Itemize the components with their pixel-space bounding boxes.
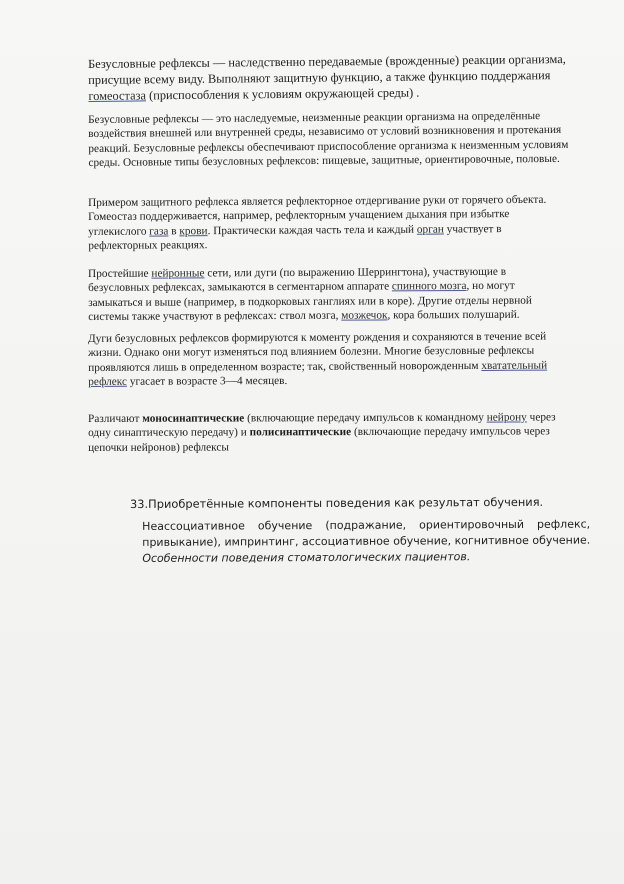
link-homeostasis[interactable]: гомеостаза: [88, 88, 147, 103]
link-neural[interactable]: нейронные: [151, 267, 205, 280]
section-body-text: Неассоциативное обучение (подражание, ориентировочный рефлекс, привыкание), импринтинг, ассоциативное обучение, когнитивное обучение.: [142, 517, 591, 549]
section-italic-text: Особенности поведения стоматологических пациентов.: [142, 550, 471, 565]
text-segment: Дуги безусловных рефлексов формируются к моменту рождения и сохраняются в течение всей жизни. Однако они могут изменяться под влиянием болезни. Многие безусловные рефлексы проявляются лишь в определенном возрасте; так, свойственный новорожденным: [88, 330, 547, 374]
term-monosynaptic: моносинаптические: [142, 412, 245, 425]
link-grasp-reflex[interactable]: хватательный рефлекс: [88, 359, 548, 388]
text-segment: , но могут замыкаться и выше (например, в подкорковых ганглиях или в коре). Другие отделы нервной системы также участвуют в рефлексах: ствол мозга,: [88, 280, 532, 323]
text-segment: . Практически каждая часть тела и каждый: [207, 223, 417, 237]
section-33: [130, 495, 590, 577]
link-neuron[interactable]: нейрону: [486, 411, 527, 424]
text-segment: в: [168, 224, 180, 238]
text-segment: (приспособления к условиям окружающей среды) .: [145, 85, 420, 103]
term-polysynaptic: полисинаптические: [249, 426, 352, 439]
section-title: 33.Приобретённые компоненты поведения как результат обучения.: [130, 494, 544, 511]
text-segment: участвует в рефлекторных реакциях.: [88, 222, 502, 252]
text-segment: Простейшие: [88, 267, 152, 280]
paragraph-unconditioned-reflex-types: [88, 109, 570, 170]
link-spinal-cord[interactable]: спинного мозга: [391, 280, 467, 293]
link-blood[interactable]: крови: [179, 224, 208, 237]
link-organ[interactable]: орган: [416, 223, 444, 236]
text-segment: (включающие передачу импульсов к командному: [244, 411, 487, 425]
text-segment: сети, или дуги (по выражению Шеррингтона), участвующие в безусловных рефлексах, замыкаются в сегментарном аппарате: [88, 265, 507, 295]
paragraph-neural-arcs: [88, 264, 570, 324]
paragraph-unconditioned-reflex-definition: [88, 51, 578, 104]
text-segment: угасает в возрасте 3—4 месяцев.: [126, 374, 288, 388]
text-segment: , кора больших полушарий.: [387, 308, 520, 322]
text-segment: Безусловные рефлексы — наследственно передаваемые (врожденные) реакции организма, присущие всему виду. Выполняют защитную функцию, а также функцию поддержания: [88, 51, 566, 87]
paragraph-synaptic-types: [88, 410, 570, 455]
text-segment: Примером защитного рефлекса является рефлекторное отдергивание руки от горячего объекта. Гомеостаз поддерживается, например, рефлекторным учащением дыхания при избытке углекислого: [88, 193, 547, 238]
text-segment: (включающие передачу импульсов через цепочки нейронов) рефлексы: [88, 425, 550, 454]
link-gas[interactable]: газа: [149, 225, 169, 238]
text-segment: через одну синаптическую передачу) и: [88, 411, 556, 440]
link-cerebellum[interactable]: мозжечок: [341, 309, 388, 322]
text-segment: Безусловные рефлексы — это наследуемые, неизменные реакции организма на определённые воздействия внешней или внутренней среды, независимо от условий возникновения и протекания реакций. Безусловные рефлексы обеспечивают приспособление организма к неизменным условиям среды. Основные типы безусловных рефлексов: пищевые, защитные, ориентировочные, половые.: [88, 110, 569, 169]
paragraph-protective-reflex-example: [88, 193, 570, 254]
section-body: [142, 517, 590, 567]
text-segment: Различают: [88, 412, 143, 425]
paragraph-reflex-arcs-age: [88, 329, 570, 389]
